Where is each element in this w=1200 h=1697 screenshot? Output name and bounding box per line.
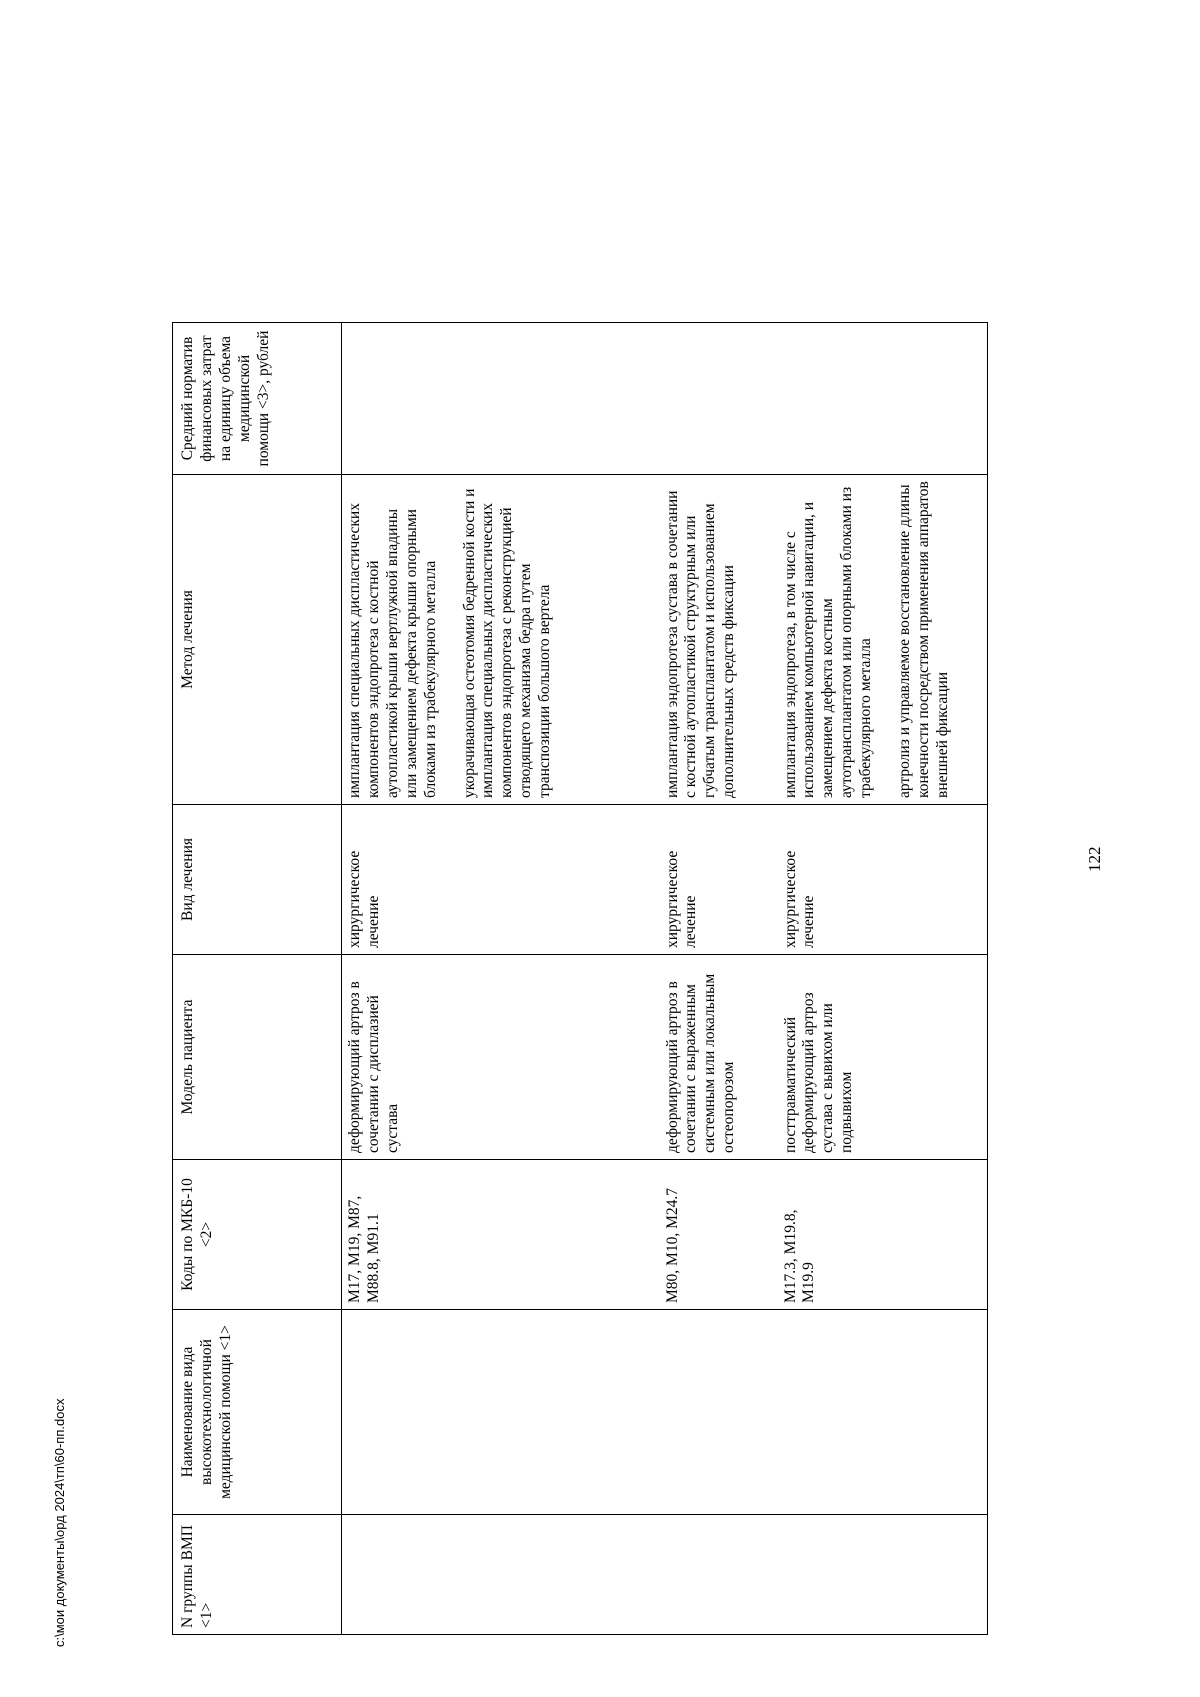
table-row [778,323,988,1635]
header-cost: Средний норматив финансовых затрат на единицу объема медицинской помощи <3>, рублей [173,323,342,475]
cell-name [342,1310,660,1515]
method-text: имплантация эндопротеза, в том числе с использованием компьютерной навигации, и замещением дефекта костным аутотрансплантатом или опорными блоками из трабекулярного металла [781,486,875,798]
cell-group [660,1515,778,1635]
table-row [342,323,660,1635]
page-number: 122 [1085,846,1104,872]
cell-cost [660,323,778,475]
method-text: имплантация эндопротеза сустава в сочетании с костной аутопластикой структурным или губчатым трансплантатом и использованием дополнительных средств фиксации [663,490,738,798]
cell-name [778,1310,988,1515]
cell-name [660,1310,778,1515]
cell-methods [660,475,778,805]
cell-model: посттравматический деформирующий артроз сустава с вывихом или подвывихом [778,955,988,1160]
method-text: имплантация специальных диспластических компонентов эндопротеза с костной аутопластикой крыши вертлужной впадины или замещением дефекта крыши опорными блоками из трабекулярного металла [346,503,439,798]
header-group-number: N группы ВМП <1> [173,1515,342,1635]
cell-methods [342,475,660,805]
header-treatment-type: Вид лечения [173,805,342,955]
header-patient-model: Модель пациента [173,955,342,1160]
cell-codes: M17, M19, M87, M88.8, M91.1 [342,1160,660,1310]
table-header-row [173,323,342,1635]
method-text: артролиз и управляемое восстановление длины конечности посредством применения аппаратов внешней фиксации [896,481,951,798]
cell-methods [778,475,988,805]
header-treatment-method: Метод лечения [173,475,342,805]
header-vmp-name: Наименование вида высокотехнологичной медицинской помощи <1> [173,1310,342,1515]
cell-treatment-type: хирургическое лечение [342,805,660,955]
document-path: c:\мои документы\орд 2024\тп\60-пп.docx [52,1398,67,1647]
vmp-table [172,322,988,1635]
method-text: укорачивающая остеотомия бедренной кости и имплантация специальных диспластических компонентов эндопротеза с реконструкцией отводящего механизма бедра путем транспозиции большого вертела [460,488,554,798]
cell-cost [778,323,988,475]
header-icd-codes: Коды по МКБ-10 <2> [173,1160,342,1310]
cell-cost [342,323,660,475]
cell-group [342,1515,660,1635]
table-row [660,323,778,1635]
cell-treatment-type: хирургическое лечение [660,805,778,955]
cell-model: деформирующий артроз в сочетании с выраженным системным или локальным остеопорозом [660,955,778,1160]
cell-model: деформирующий артроз в сочетании с дисплазией сустава [342,955,660,1160]
cell-group [778,1515,988,1635]
cell-treatment-type: хирургическое лечение [778,805,988,955]
cell-codes: M17.3, M19.8, M19.9 [778,1160,988,1310]
cell-codes: M80, M10, M24.7 [660,1160,778,1310]
